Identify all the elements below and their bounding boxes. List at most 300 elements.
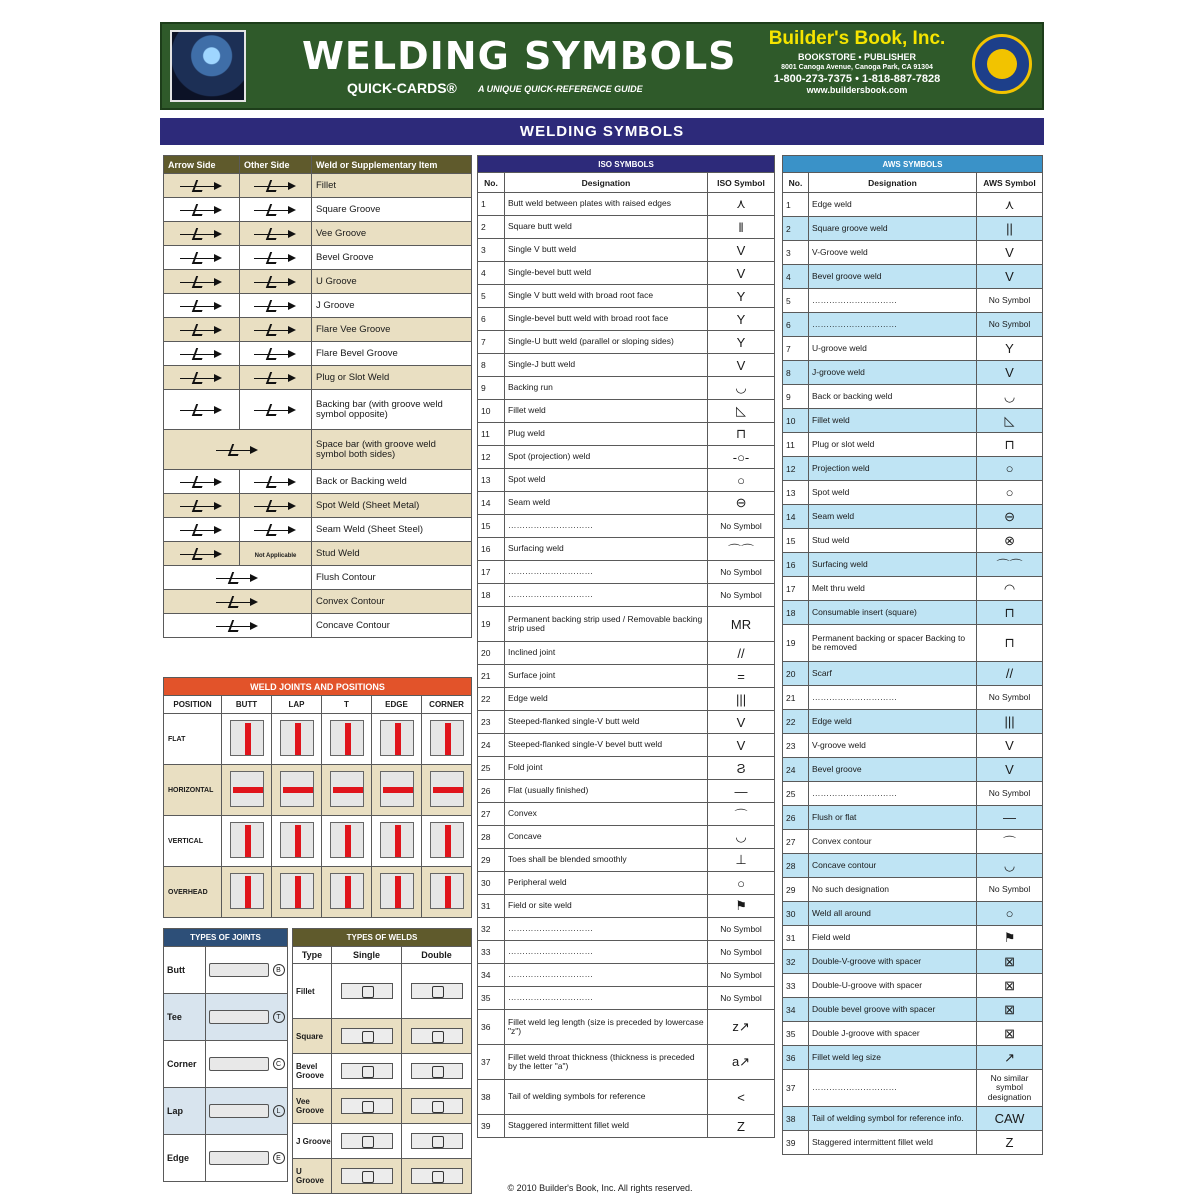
joint-illustration-cell <box>422 816 472 867</box>
weld-item-name: Concave Contour <box>312 614 472 638</box>
arrow-side-symbol <box>164 270 240 294</box>
weld-item-name: Back or Backing weld <box>312 470 472 494</box>
iso-symbol: No Symbol <box>708 941 775 964</box>
iso-row-number: 10 <box>478 400 505 423</box>
weld-type-row <box>293 1124 472 1159</box>
aws-title: AWS SYMBOLS <box>783 156 1043 173</box>
aws-row-number: 1 <box>783 193 809 217</box>
iso-designation: Field or site weld <box>505 895 708 918</box>
iso-designation: Fillet weld <box>505 400 708 423</box>
supplementary-row <box>164 614 472 638</box>
joint-illustration-cell <box>272 867 322 918</box>
aws-symbol: ⊠ <box>977 1022 1043 1046</box>
weld-type-name: Vee Groove <box>293 1089 332 1124</box>
joint-illustration-cell <box>272 765 322 816</box>
arrow-side-symbol <box>164 294 240 318</box>
aws-symbol-row <box>783 577 1043 601</box>
iso-symbol: ‖ <box>708 216 775 239</box>
weld-item-name: Flush Contour <box>312 566 472 590</box>
iso-symbol: a↗ <box>708 1045 775 1080</box>
weld-cross-section-icon <box>341 1028 393 1044</box>
weld-item-name: Square Groove <box>312 198 472 222</box>
aws-symbol-row <box>783 1022 1043 1046</box>
aws-symbol: ◡ <box>977 854 1043 878</box>
weld-plate-icon <box>330 720 364 756</box>
iso-row-number: 9 <box>478 377 505 400</box>
aws-designation: V-groove weld <box>809 734 977 758</box>
aws-symbol-row <box>783 878 1043 902</box>
iso-symbol: Ϩ <box>708 757 775 780</box>
aws-col-no: No. <box>783 173 809 193</box>
aws-symbol-row <box>783 433 1043 457</box>
joint-type-row <box>164 994 288 1041</box>
arrow-side-symbol <box>164 342 240 366</box>
weld-cross-section-icon <box>341 1098 393 1114</box>
aws-row-number: 24 <box>783 758 809 782</box>
iso-symbol: Y <box>708 285 775 308</box>
weld-plate-icon <box>230 771 264 807</box>
aws-symbol: ⊓ <box>977 625 1043 662</box>
aws-symbol: ⊗ <box>977 529 1043 553</box>
iso-row-number: 29 <box>478 849 505 872</box>
supplementary-row <box>164 294 472 318</box>
iso-row-number: 27 <box>478 803 505 826</box>
weld-cross-section-icon <box>411 1028 463 1044</box>
weld-type-row <box>293 1089 472 1124</box>
aws-designation: Double-U-groove with spacer <box>809 974 977 998</box>
aws-designation: Bevel groove <box>809 758 977 782</box>
iso-designation: ………………………… <box>505 941 708 964</box>
aws-designation: Stud weld <box>809 529 977 553</box>
other-side-symbol <box>240 494 312 518</box>
iso-row-number: 13 <box>478 469 505 492</box>
joint-type-illustration <box>206 1088 288 1135</box>
aws-symbol: ○ <box>977 481 1043 505</box>
aws-symbol: No Symbol <box>977 289 1043 313</box>
aws-col-designation: Designation <box>809 173 977 193</box>
aws-designation: Convex contour <box>809 830 977 854</box>
other-side-symbol <box>240 318 312 342</box>
joint-type-name: Tee <box>164 994 206 1041</box>
aws-symbol-row <box>783 950 1043 974</box>
iso-symbol-row <box>478 216 775 239</box>
weld-symbol-icon <box>254 499 298 513</box>
weld-plate-icon <box>230 873 264 909</box>
arrow-side-symbol <box>164 390 240 430</box>
weld-symbol-icon <box>254 323 298 337</box>
aws-symbol: ⌒⌒ <box>977 553 1043 577</box>
joint-type-name: Lap <box>164 1088 206 1135</box>
aws-designation: Bevel groove weld <box>809 265 977 289</box>
section-band-title: WELDING SYMBOLS <box>160 118 1044 145</box>
weld-symbol-icon <box>216 595 260 609</box>
joint-plate-icon <box>209 1104 269 1118</box>
supplementary-row <box>164 342 472 366</box>
weld-type-name: U Groove <box>293 1159 332 1194</box>
aws-designation: J-groove weld <box>809 361 977 385</box>
weld-symbol-icon <box>180 227 224 241</box>
position-col-header: T <box>322 696 372 714</box>
aws-row-number: 31 <box>783 926 809 950</box>
aws-row-number: 18 <box>783 601 809 625</box>
iso-symbol: No Symbol <box>708 918 775 941</box>
iso-designation: Toes shall be blended smoothly <box>505 849 708 872</box>
aws-symbol-row <box>783 758 1043 782</box>
aws-symbol-row <box>783 265 1043 289</box>
joint-illustration-cell <box>372 765 422 816</box>
weld-type-row <box>293 964 472 1019</box>
aws-row-number: 9 <box>783 385 809 409</box>
iso-symbol: = <box>708 665 775 688</box>
weld-symbol-icon <box>254 251 298 265</box>
iso-row-number: 35 <box>478 987 505 1010</box>
weld-plate-icon <box>280 873 314 909</box>
weld-symbol-icon <box>254 275 298 289</box>
aws-symbol: ○ <box>977 457 1043 481</box>
iso-symbol-row <box>478 688 775 711</box>
iso-symbol: V <box>708 711 775 734</box>
iso-row-number: 37 <box>478 1045 505 1080</box>
iso-designation: Fold joint <box>505 757 708 780</box>
joint-type-row <box>164 947 288 994</box>
aws-row-number: 34 <box>783 998 809 1022</box>
joint-illustration-cell <box>272 714 322 765</box>
quick-cards-label: QUICK-CARDS® <box>347 80 457 96</box>
aws-row-number: 33 <box>783 974 809 998</box>
symbol-cell <box>164 614 312 638</box>
iso-row-number: 36 <box>478 1010 505 1045</box>
supplementary-row <box>164 246 472 270</box>
aws-symbol-row <box>783 1131 1043 1155</box>
iso-designation: ………………………… <box>505 987 708 1010</box>
aws-symbol-row <box>783 409 1043 433</box>
aws-row-number: 28 <box>783 854 809 878</box>
weld-cross-section-icon <box>411 1168 463 1184</box>
weld-plate-icon <box>330 771 364 807</box>
weld-plate-icon <box>380 873 414 909</box>
other-side-symbol <box>240 294 312 318</box>
weld-item-name: Bevel Groove <box>312 246 472 270</box>
iso-designation: Square butt weld <box>505 216 708 239</box>
iso-symbol-row <box>478 377 775 400</box>
weld-symbol-icon <box>254 523 298 537</box>
iso-symbol-row <box>478 941 775 964</box>
iso-designation: ………………………… <box>505 918 708 941</box>
weld-item-name: Backing bar (with groove weld symbol opposite) <box>312 390 472 430</box>
arrow-side-symbol <box>164 542 240 566</box>
joint-illustration-cell <box>322 714 372 765</box>
aws-symbol-row <box>783 902 1043 926</box>
position-col-header: POSITION <box>164 696 222 714</box>
weld-joints-positions-table <box>163 677 472 918</box>
weld-cross-section-icon <box>341 1133 393 1149</box>
aws-designation: ………………………… <box>809 289 977 313</box>
iso-symbol: ⚑ <box>708 895 775 918</box>
iso-symbol-row <box>478 780 775 803</box>
weld-plate-icon <box>380 720 414 756</box>
aws-symbol-row <box>783 217 1043 241</box>
iso-designation: Flat (usually finished) <box>505 780 708 803</box>
double-weld-illustration <box>402 1054 472 1089</box>
weld-symbol-icon <box>180 371 224 385</box>
supplementary-row <box>164 470 472 494</box>
joint-illustration-cell <box>322 867 372 918</box>
aws-row-number: 27 <box>783 830 809 854</box>
double-weld-illustration <box>402 964 472 1019</box>
iso-title: ISO SYMBOLS <box>478 156 775 173</box>
joint-illustration-cell <box>322 765 372 816</box>
joint-letter-badge: T <box>273 1011 285 1023</box>
iso-designation: Inclined joint <box>505 642 708 665</box>
iso-symbol-row <box>478 849 775 872</box>
other-side-symbol <box>240 198 312 222</box>
iso-symbol-row <box>478 400 775 423</box>
aws-designation: Spot weld <box>809 481 977 505</box>
aws-designation: Seam weld <box>809 505 977 529</box>
aws-designation: Scarf <box>809 662 977 686</box>
iso-row-number: 22 <box>478 688 505 711</box>
joint-illustration-cell <box>322 816 372 867</box>
iso-symbol-row <box>478 423 775 446</box>
col-type: Type <box>293 947 332 964</box>
weld-symbol-icon <box>254 179 298 193</box>
weld-symbol-icon <box>180 203 224 217</box>
position-row <box>164 765 472 816</box>
joint-illustration-cell <box>422 867 472 918</box>
iso-symbol-row <box>478 1080 775 1115</box>
weld-item-name: Fillet <box>312 174 472 198</box>
position-row <box>164 816 472 867</box>
position-row <box>164 867 472 918</box>
weld-item-name: Stud Weld <box>312 542 472 566</box>
aws-row-number: 32 <box>783 950 809 974</box>
joint-illustration-cell <box>222 867 272 918</box>
iso-symbol: ⊖ <box>708 492 775 515</box>
iso-symbol-row <box>478 1010 775 1045</box>
iso-symbol-row <box>478 607 775 642</box>
aws-designation: Flush or flat <box>809 806 977 830</box>
aws-symbol-row <box>783 337 1043 361</box>
joint-illustration-cell <box>372 714 422 765</box>
iso-row-number: 15 <box>478 515 505 538</box>
aws-row-number: 26 <box>783 806 809 830</box>
weld-item-name: Flare Bevel Groove <box>312 342 472 366</box>
aws-symbol: V <box>977 758 1043 782</box>
iso-row-number: 25 <box>478 757 505 780</box>
joint-letter-badge: B <box>273 964 285 976</box>
iso-row-number: 20 <box>478 642 505 665</box>
aws-designation: Tail of welding symbol for reference info. <box>809 1107 977 1131</box>
position-name: FLAT <box>164 714 222 765</box>
iso-symbol: ⊓ <box>708 423 775 446</box>
iso-symbol: ⌒⌒ <box>708 538 775 561</box>
aws-symbol: ⊓ <box>977 601 1043 625</box>
welder-photo <box>170 30 246 102</box>
aws-symbol: No Symbol <box>977 878 1043 902</box>
iso-symbol-row <box>478 331 775 354</box>
iso-symbol-row <box>478 895 775 918</box>
aws-row-number: 25 <box>783 782 809 806</box>
weld-item-name: Flare Vee Groove <box>312 318 472 342</box>
position-row <box>164 714 472 765</box>
arrow-side-symbol <box>164 470 240 494</box>
aws-designation: Double J-groove with spacer <box>809 1022 977 1046</box>
aws-row-number: 30 <box>783 902 809 926</box>
weld-symbol-icon <box>254 299 298 313</box>
types-of-welds-title: TYPES OF WELDS <box>293 929 472 947</box>
aws-symbol: ◠ <box>977 577 1043 601</box>
aws-symbol-row <box>783 457 1043 481</box>
aws-row-number: 37 <box>783 1070 809 1107</box>
aws-row-number: 23 <box>783 734 809 758</box>
tagline: A UNIQUE QUICK-REFERENCE GUIDE <box>478 84 643 94</box>
weld-symbol-icon <box>216 571 260 585</box>
iso-symbol: // <box>708 642 775 665</box>
iso-symbol-row <box>478 642 775 665</box>
iso-symbol-row <box>478 584 775 607</box>
aws-symbol: — <box>977 806 1043 830</box>
weld-symbol-icon <box>180 251 224 265</box>
aws-row-number: 29 <box>783 878 809 902</box>
aws-designation: Double-V-groove with spacer <box>809 950 977 974</box>
iso-symbol: ○ <box>708 469 775 492</box>
iso-symbol: ⊥ <box>708 849 775 872</box>
aws-row-number: 36 <box>783 1046 809 1070</box>
joint-type-name: Corner <box>164 1041 206 1088</box>
aws-symbol-row <box>783 998 1043 1022</box>
iso-row-number: 12 <box>478 446 505 469</box>
aws-symbol: ○ <box>977 902 1043 926</box>
iso-symbol: ◺ <box>708 400 775 423</box>
iso-designation: Surface joint <box>505 665 708 688</box>
col-other-side: Other Side <box>240 156 312 174</box>
aws-symbol-row <box>783 854 1043 878</box>
weld-cross-section-icon <box>411 1098 463 1114</box>
publisher-block <box>742 28 972 95</box>
aws-designation: V-Groove weld <box>809 241 977 265</box>
single-weld-illustration <box>332 1019 402 1054</box>
position-col-header: CORNER <box>422 696 472 714</box>
arrow-side-symbol <box>164 366 240 390</box>
weld-type-name: Square <box>293 1019 332 1054</box>
iso-symbol-row <box>478 446 775 469</box>
position-name: VERTICAL <box>164 816 222 867</box>
types-of-welds-table <box>292 928 472 1194</box>
iso-designation: Backing run <box>505 377 708 400</box>
iso-symbol-row <box>478 711 775 734</box>
weld-cross-section-icon <box>411 1063 463 1079</box>
aws-row-number: 15 <box>783 529 809 553</box>
iso-symbol-row <box>478 1115 775 1138</box>
iso-symbol-row <box>478 538 775 561</box>
weld-plate-icon <box>280 771 314 807</box>
iso-designation: Spot (projection) weld <box>505 446 708 469</box>
weld-symbol-icon <box>180 179 224 193</box>
iso-designation: Single-U butt weld (parallel or sloping sides) <box>505 331 708 354</box>
iso-designation: Concave <box>505 826 708 849</box>
weld-plate-icon <box>380 822 414 858</box>
aws-designation: Surfacing weld <box>809 553 977 577</box>
joint-letter-badge: L <box>273 1105 285 1117</box>
iso-row-number: 6 <box>478 308 505 331</box>
aws-row-number: 7 <box>783 337 809 361</box>
publisher-phone: 1-800-273-7375 • 1-818-887-7828 <box>773 73 941 85</box>
iso-row-number: 17 <box>478 561 505 584</box>
aws-symbol-row <box>783 782 1043 806</box>
aws-designation: No such designation <box>809 878 977 902</box>
aws-symbol-row <box>783 529 1043 553</box>
weld-symbol-icon <box>180 475 224 489</box>
supplementary-row <box>164 222 472 246</box>
aws-symbol: Y <box>977 337 1043 361</box>
publisher-website: www.buildersbook.com <box>806 85 908 95</box>
iso-symbol-row <box>478 239 775 262</box>
weld-plate-icon <box>430 873 464 909</box>
weld-type-row <box>293 1019 472 1054</box>
aws-designation: Square groove weld <box>809 217 977 241</box>
joint-type-row <box>164 1088 288 1135</box>
aws-row-number: 6 <box>783 313 809 337</box>
iso-symbol: z↗ <box>708 1010 775 1045</box>
aws-row-number: 39 <box>783 1131 809 1155</box>
aws-symbol-row <box>783 289 1043 313</box>
iso-symbol: V <box>708 354 775 377</box>
iso-row-number: 7 <box>478 331 505 354</box>
publisher-role: BOOKSTORE • PUBLISHER <box>798 52 916 62</box>
iso-designation: Fillet weld leg length (size is preceded by lowercase "z") <box>505 1010 708 1045</box>
iso-row-number: 11 <box>478 423 505 446</box>
iso-symbol: Y <box>708 331 775 354</box>
iso-symbol: Z <box>708 1115 775 1138</box>
aws-symbol-row <box>783 734 1043 758</box>
weld-plate-icon <box>380 771 414 807</box>
aws-row-number: 14 <box>783 505 809 529</box>
arrow-side-symbol <box>164 222 240 246</box>
iso-designation: Steeped-flanked single-V butt weld <box>505 711 708 734</box>
iso-symbol: -○- <box>708 446 775 469</box>
iso-symbol-row <box>478 1045 775 1080</box>
aws-symbol-row <box>783 313 1043 337</box>
iso-row-number: 26 <box>478 780 505 803</box>
weld-symbol-icon <box>216 443 260 457</box>
iso-row-number: 32 <box>478 918 505 941</box>
aws-row-number: 2 <box>783 217 809 241</box>
weld-symbol-icon <box>254 371 298 385</box>
iso-symbol-row <box>478 987 775 1010</box>
aws-row-number: 11 <box>783 433 809 457</box>
supplementary-row <box>164 198 472 222</box>
col-arrow-side: Arrow Side <box>164 156 240 174</box>
aws-designation: ………………………… <box>809 686 977 710</box>
iso-col-no: No. <box>478 173 505 193</box>
supplementary-row <box>164 518 472 542</box>
iso-symbol: V <box>708 734 775 757</box>
aws-symbol: // <box>977 662 1043 686</box>
joint-illustration-cell <box>222 714 272 765</box>
weld-symbol-icon <box>180 547 224 561</box>
aws-symbol-row <box>783 1046 1043 1070</box>
iso-designation: Single-J butt weld <box>505 354 708 377</box>
iso-row-number: 34 <box>478 964 505 987</box>
other-side-symbol <box>240 342 312 366</box>
aws-symbol-row <box>783 385 1043 409</box>
weld-item-name: Vee Groove <box>312 222 472 246</box>
iso-row-number: 5 <box>478 285 505 308</box>
joint-letter-badge: C <box>273 1058 285 1070</box>
iso-symbol: ⌒ <box>708 803 775 826</box>
symbol-cell <box>164 566 312 590</box>
arrow-side-symbol <box>164 246 240 270</box>
